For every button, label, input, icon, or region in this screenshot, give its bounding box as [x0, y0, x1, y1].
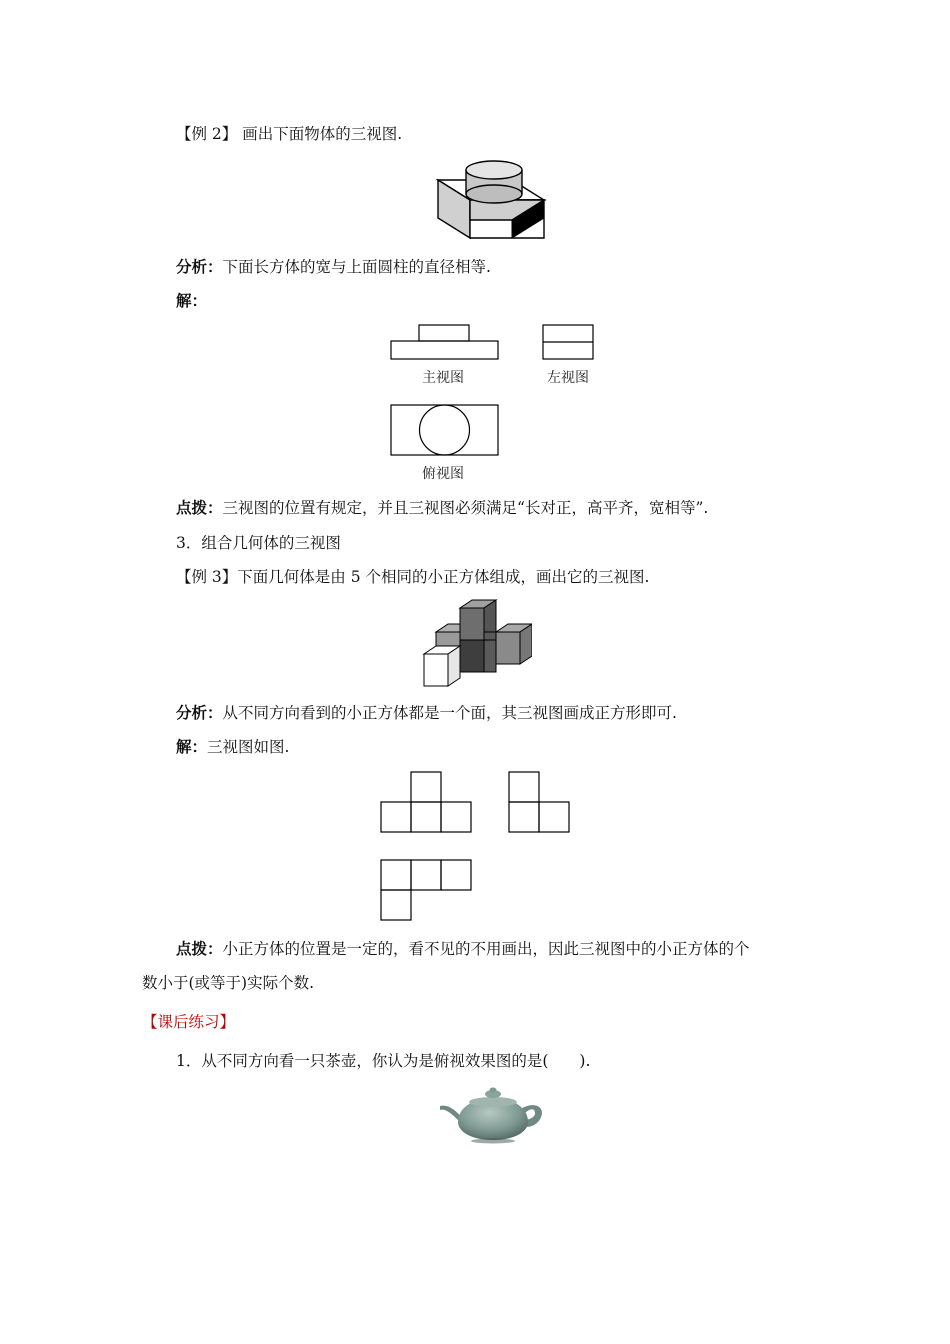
example3-tip-line1 [176, 938, 750, 960]
example3-analysis [176, 702, 677, 724]
teapot-image [438, 1080, 548, 1144]
example2-analysis-label: 分析： [176, 258, 223, 276]
example3-solution-label: 解： [176, 738, 208, 756]
example2-tag: 【例 2】 [176, 125, 238, 143]
example2-tip [176, 497, 708, 519]
example3-heading [176, 566, 649, 588]
example3-tip-line2: 数小于(或等于)实际个数. [142, 974, 315, 992]
example3-three-views [378, 768, 574, 924]
example3-tip-label: 点拨： [176, 940, 223, 958]
example3-top-view [381, 860, 471, 920]
example3-analysis-text: 从不同方向看到的小正方体都是一个面，其三视图画成正方形即可. [222, 704, 677, 722]
example3-front-view [381, 772, 471, 832]
example2-analysis-text: 下面长方体的宽与上面圆柱的直径相等. [222, 258, 491, 276]
exercises-heading: 【课后练习】 [142, 1013, 236, 1031]
example2-tip-label: 点拨： [176, 499, 223, 517]
example3-solution [176, 736, 289, 758]
example2-analysis [176, 256, 491, 278]
example3-cube-figure [420, 598, 532, 690]
front-view [391, 325, 498, 359]
example2-heading [176, 123, 402, 145]
example3-tip-text-1: 小正方体的位置是一定的，看不见的不用画出，因此三视图中的小正方体的个 [222, 940, 750, 958]
example3-tag: 【例 3】 [176, 568, 238, 586]
left-view-caption: 左视图 [547, 370, 589, 386]
example3-left-view [509, 772, 569, 832]
section3-heading: 3．组合几何体的三视图 [176, 534, 341, 552]
exercise-q1: 1．从不同方向看一只茶壶，你认为是俯视效果图的是( ). [176, 1052, 591, 1070]
top-view-caption: 俯视图 [422, 466, 464, 482]
front-view-caption: 主视图 [422, 370, 464, 386]
example3-analysis-label: 分析： [176, 704, 223, 722]
example3-solution-text: 三视图如图. [207, 738, 290, 756]
example2-three-views [380, 318, 610, 488]
example2-title: 画出下面物体的三视图. [237, 125, 403, 143]
left-view [543, 325, 593, 359]
example2-tip-text: 三视图的位置有规定，并且三视图必须满足“长对正，高平齐，宽相等”. [222, 499, 709, 517]
example3-title: 下面几何体是由 5 个相同的小正方体组成，画出它的三视图. [237, 568, 650, 586]
example2-solid-figure [436, 158, 548, 242]
top-view [391, 405, 498, 455]
example2-solution-label: 解： [176, 292, 208, 310]
